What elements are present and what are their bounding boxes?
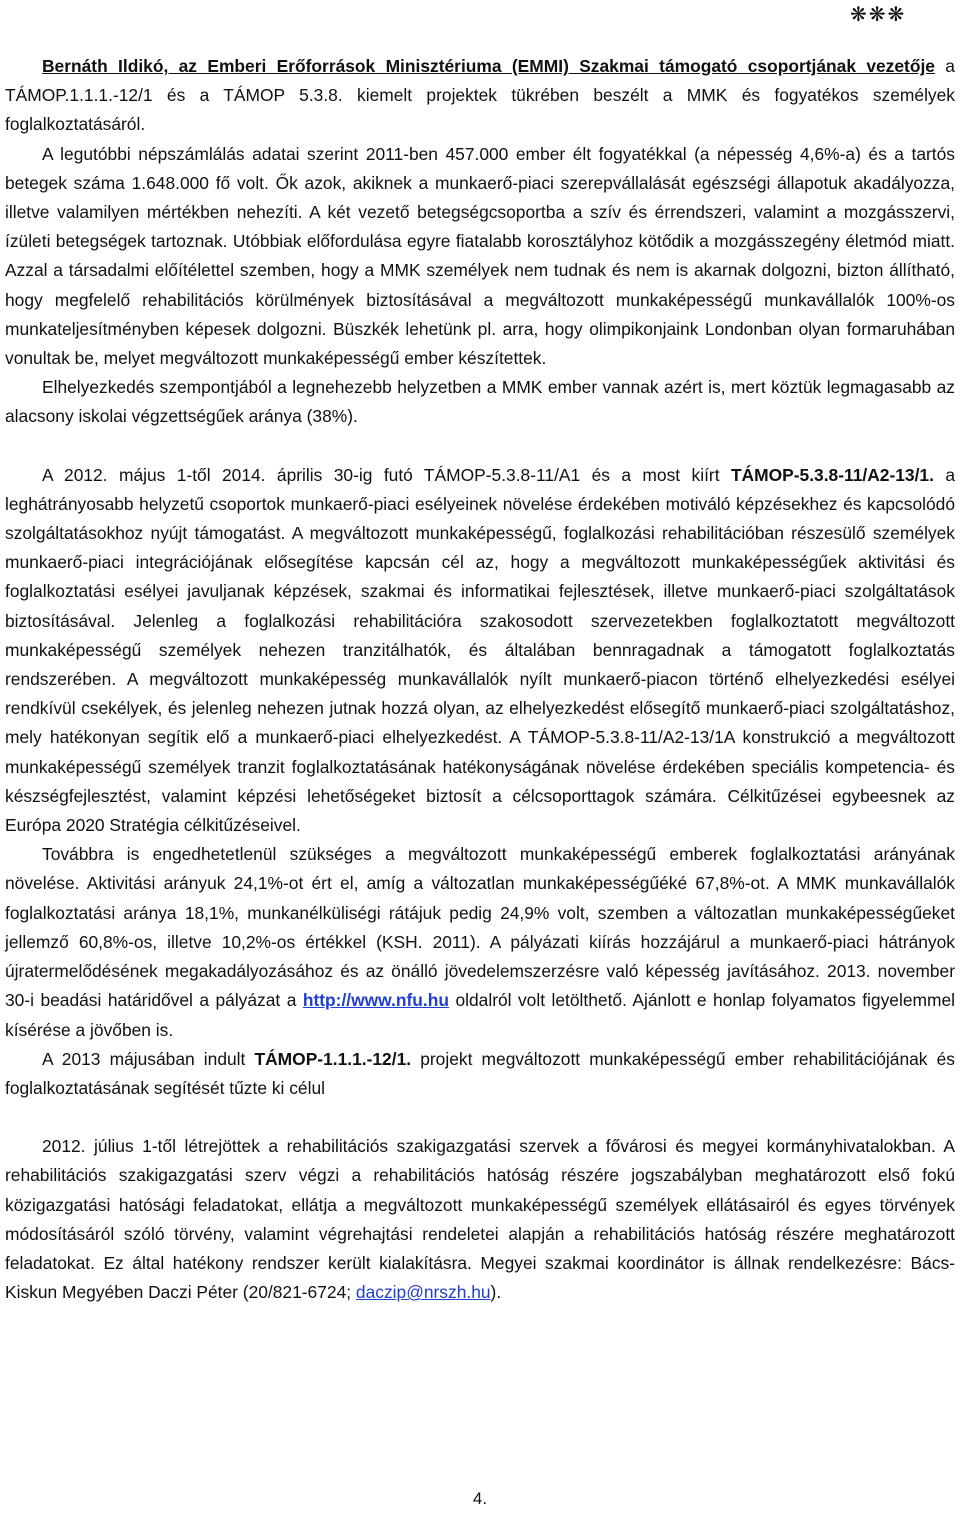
paragraph-intro xyxy=(5,52,955,140)
tamop-538-body: a leghátrányosabb helyzetű csoportok munkaerő-piaci esélyeinek növelése érdekében motiváló képzésekhez és kapcsolódó szolgáltatásokhoz nyújt támogatást. A megváltozott munkaképességű, foglalkozási rehabilitációban részesülő személyek munkaerő-piaci integrációjának elősegítése kapcsán cél az, hogy a megváltozott munkaképességűek aktivitási és foglalkoztatási esélyei javuljanak képzések, szakmai és informatikai fejlesztések, illetve munkaerő-piaci szolgáltatások biztosításával. Jelenleg a foglalkozási rehabilitációra szakosodott szervezetekben foglalkoztatott megváltozott munkaképességű személyek nehezen tranzitálhatók, és általában bennragadnak a támogatott foglalkoztatás rendszerében. A megváltozott munkaképesség munkavállalók nyílt munkaerő-piacon történő elhelyezkedési esélyei rendkívül csekélyek, és jelenleg nehezen jutnak hozzá olyan, az elhelyezkedést elősegítő munkaerő-piaci szolgáltatáshoz, mely hatékonyan segítik elő a munkaerő-piaci elhelyezkedést. A TÁMOP-5.3.8-11/A2-13/1A konstrukció a megváltozott munkaképességű személyek tranzit foglalkoztatásának hatékonyságának növelése érdekében speciális kompetencia- és készségfejlesztést, valamint képzési lehetőségeket biztosít a célcsoporttagok számára. Célkitűzései egybeesnek az Európa 2020 Stratégia célkitűzéseivel. xyxy=(5,464,955,836)
paragraph-rehab-authority xyxy=(5,1132,955,1307)
email-link[interactable]: daczip@nrszh.hu xyxy=(355,1282,491,1303)
intro-text: a TÁMOP.1.1.1.-12/1 és a TÁMOP 5.3.8. kiemelt projektek tükrében beszélt a MMK és fogyatékos személyek foglalkoztatásáról. xyxy=(5,56,955,135)
statistics-tail: oldalról volt letölthető. Ajánlott e honlap folyamatos figyelemmel kísérése a jövőben is. xyxy=(5,990,955,1040)
nfu-link[interactable]: http://www.nfu.hu xyxy=(302,990,450,1011)
document-page xyxy=(5,0,955,1307)
section-ornament: ❋❋❋ xyxy=(850,2,907,26)
paragraph-census: A legutóbbi népszámlálás adatai szerint 2011-ben 457.000 ember élt fogyatékkal (a népesség 4,6%-a) és a tartós betegek száma 1.648.000 fő volt. Ők azok, akiknek a munkaerő-piaci szerepvállalását egészségi állapotuk akadályozza, illetve valamilyen mértékben nehezíti. A két vezető betegségcsoportba a szív és érrendszeri, valamint a mozgásszervi, ízületi betegségek tartoznak. Utóbbiak előfordulása egyre fiatalabb korosztályhoz kötődik a mozgásszegény életmód miatt. Azzal a társadalmi előítélettel szemben, hogy a MMK személyek nem tudnak és nem is akarnak dolgozni, bizton állítható, hogy megfelelő rehabilitációs körülmények biztosításával a megváltozott munkaképességű munkavállalók 100%-os munkateljesítményben képesek dolgozni. Büszkék lehetünk pl. arra, hogy olimpikonjaink Londonban olyan formaruhában vonultak be, melyet megváltozott munkaképességű ember készítettek. xyxy=(5,143,955,369)
tamop-111-lead: A 2013 májusában indult xyxy=(42,1048,255,1069)
paragraph-statistics xyxy=(5,840,955,1044)
rehab-tail: ). xyxy=(490,1282,502,1303)
paragraph-tamop-111 xyxy=(5,1045,955,1103)
paragraph-tamop-538 xyxy=(5,461,955,841)
speaker-name: Bernáth Ildikó, az Emberi Erőforrások Minisztériuma (EMMI) Szakmai támogató csoportjának vezetője xyxy=(42,56,935,76)
page-number: 4. xyxy=(472,1489,488,1508)
tamop-538-lead: A 2012. május 1-től 2014. április 30-ig futó TÁMOP-5.3.8-11/A1 és a most kiírt xyxy=(42,464,731,485)
tamop-111-code: TÁMOP-1.1.1.-12/1. xyxy=(254,1048,412,1069)
statistics-text: Továbbra is engedhetetlenül szükséges a megváltozott munkaképességű emberek foglalkoztatási arányának növelése. Aktivitási arányuk 24,1%-ot ért el, amíg a változatlan munkaképességűéké 67,8%-ot. A MMK munkavállalók foglalkoztatási aránya 18,1%, munkanélküliségi rátájuk pedig 24,9% volt, szemben a változatlan munkaképességűeket jellemző 60,8%-os, illetve 10,2%-os értékkel (KSH. 2011). A pályázati kiírás hozzájárul a munkaerő-piaci hátrányok újratermelődésének megakadályozásához és az önálló jövedelemszerzésre való képesség javításához. 2013. november 30-i beadási határidővel a pályázat a xyxy=(5,844,955,1011)
tamop-538-code: TÁMOP-5.3.8-11/A2-13/1. xyxy=(730,464,934,485)
rehab-text: 2012. július 1-től létrejöttek a rehabilitációs szakigazgatási szervek a fővárosi és megyei kormányhivatalokban. A rehabilitációs szakigazgatási szerv végzi a rehabilitációs hatóság részére jogszabályban meghatározott első fokú közigazgatási hatósági feladatokat, ellátja a megváltozott munkaképességű személyek ellátásairól és egyes törvények módosításáról szóló törvény, valamint végrehajtási rendeletei alapján a rehabilitációs hatóság részére meghatározott feladatokat. Ez által hatékony rendszer került kialakításra. Megyei szakmai koordinátor is állnak rendelkezésre: Bács-Kiskun Megyében Daczi Péter (20/821-6724; xyxy=(5,1136,955,1303)
tamop-111-body: projekt megváltozott munkaképességű ember rehabilitációjának és foglalkoztatásának segítését tűzte ki célul xyxy=(5,1048,955,1098)
paragraph-employment: Elhelyezkedés szempontjából a legnehezebb helyzetben a MMK ember vannak azért is, mert köztük legmagasabb az alacsony iskolai végzettségűek aránya (38%). xyxy=(5,377,955,427)
